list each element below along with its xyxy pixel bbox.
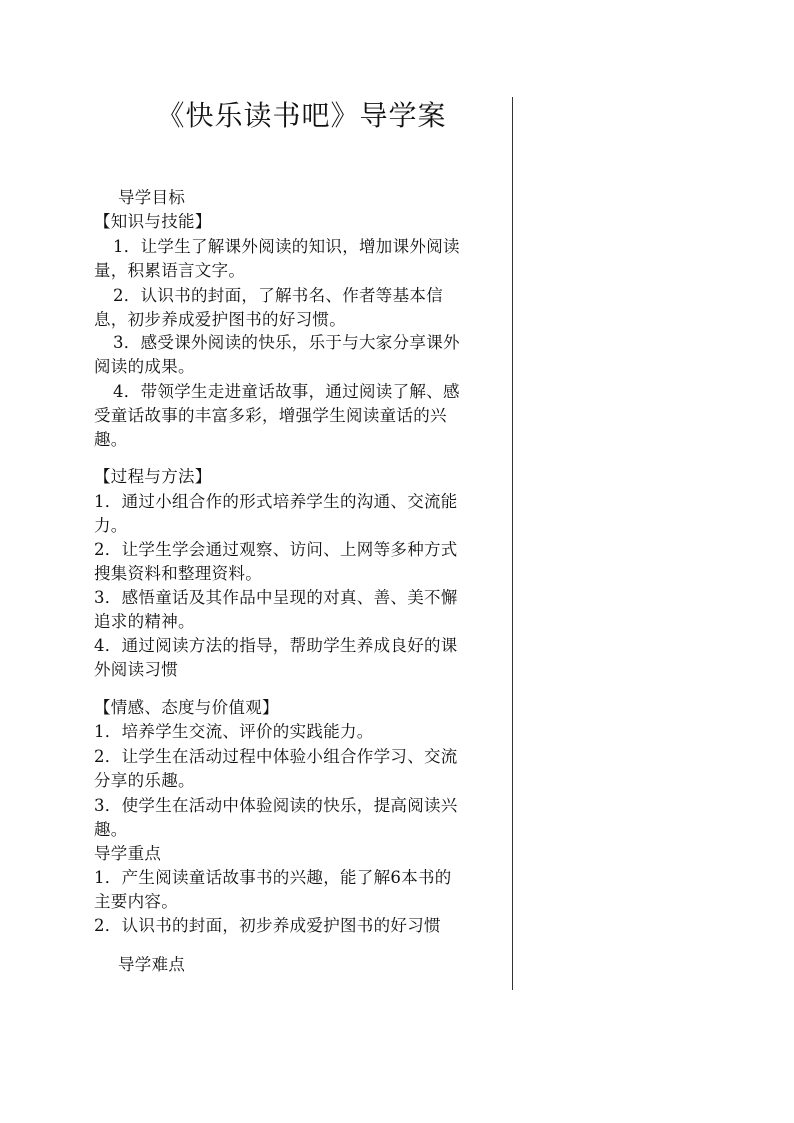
knowledge-item-3-line-2: 阅读的成果。	[94, 357, 195, 376]
difficulties-heading: 导学难点	[118, 955, 186, 974]
document-title: 《快乐读书吧》导学案	[156, 99, 447, 132]
process-item-2-line-2: 搜集资料和整理资料。	[94, 564, 262, 583]
knowledge-item-1-line-1: 1．让学生了解课外阅读的知识，增加课外阅读	[113, 237, 460, 256]
process-item-2-line-1: 2．让学生学会通过观察、访问、上网等多种方式	[94, 540, 458, 559]
emotion-item-2-line-2: 分享的乐趣。	[94, 771, 195, 790]
emotion-heading: 【情感、态度与价值观】	[94, 698, 279, 717]
column-divider	[512, 97, 513, 990]
process-item-1-line-1: 1．通过小组合作的形式培养学生的沟通、交流能	[94, 492, 458, 511]
keypoint-item-1-line-2: 主要内容。	[94, 892, 178, 911]
keypoints-heading: 导学重点	[94, 844, 162, 863]
process-item-3-line-2: 追求的精神。	[94, 612, 195, 631]
emotion-item-3-line-2: 趣。	[94, 820, 128, 839]
knowledge-item-2-line-2: 息，初步养成爱护图书的好习惯。	[94, 310, 346, 329]
process-item-4-line-1: 4．通过阅读方法的指导，帮助学生养成良好的课	[94, 636, 458, 655]
knowledge-item-2-line-1: 2．认识书的封面，了解书名、作者等基本信	[113, 286, 443, 305]
process-item-4-line-2: 外阅读习惯	[94, 660, 178, 679]
process-item-1-line-2: 力。	[94, 516, 128, 535]
keypoint-item-2-line-1: 2．认识书的封面，初步养成爱护图书的好习惯	[94, 916, 441, 935]
knowledge-item-4-line-2: 受童话故事的丰富多彩，增强学生阅读童话的兴	[94, 406, 447, 425]
process-heading: 【过程与方法】	[94, 467, 212, 486]
objectives-heading: 导学目标	[118, 188, 186, 207]
emotion-item-2-line-1: 2．让学生在活动过程中体验小组合作学习、交流	[94, 747, 458, 766]
process-item-3-line-1: 3．感悟童话及其作品中呈现的对真、善、美不懈	[94, 588, 458, 607]
emotion-item-3-line-1: 3．使学生在活动中体验阅读的快乐，提高阅读兴	[94, 796, 458, 815]
knowledge-item-3-line-1: 3．感受课外阅读的快乐，乐于与大家分享课外	[113, 333, 460, 352]
emotion-item-1-line-1: 1．培养学生交流、评价的实践能力。	[94, 722, 374, 741]
knowledge-item-1-line-2: 量，积累语言文字。	[94, 261, 246, 280]
knowledge-heading: 【知识与技能】	[94, 212, 212, 231]
keypoint-item-1-line-1: 1．产生阅读童话故事书的兴趣，能了解6本书的	[94, 868, 452, 887]
knowledge-item-4-line-3: 趣。	[94, 430, 128, 449]
knowledge-item-4-line-1: 4．带领学生走进童话故事，通过阅读了解、感	[113, 382, 460, 401]
